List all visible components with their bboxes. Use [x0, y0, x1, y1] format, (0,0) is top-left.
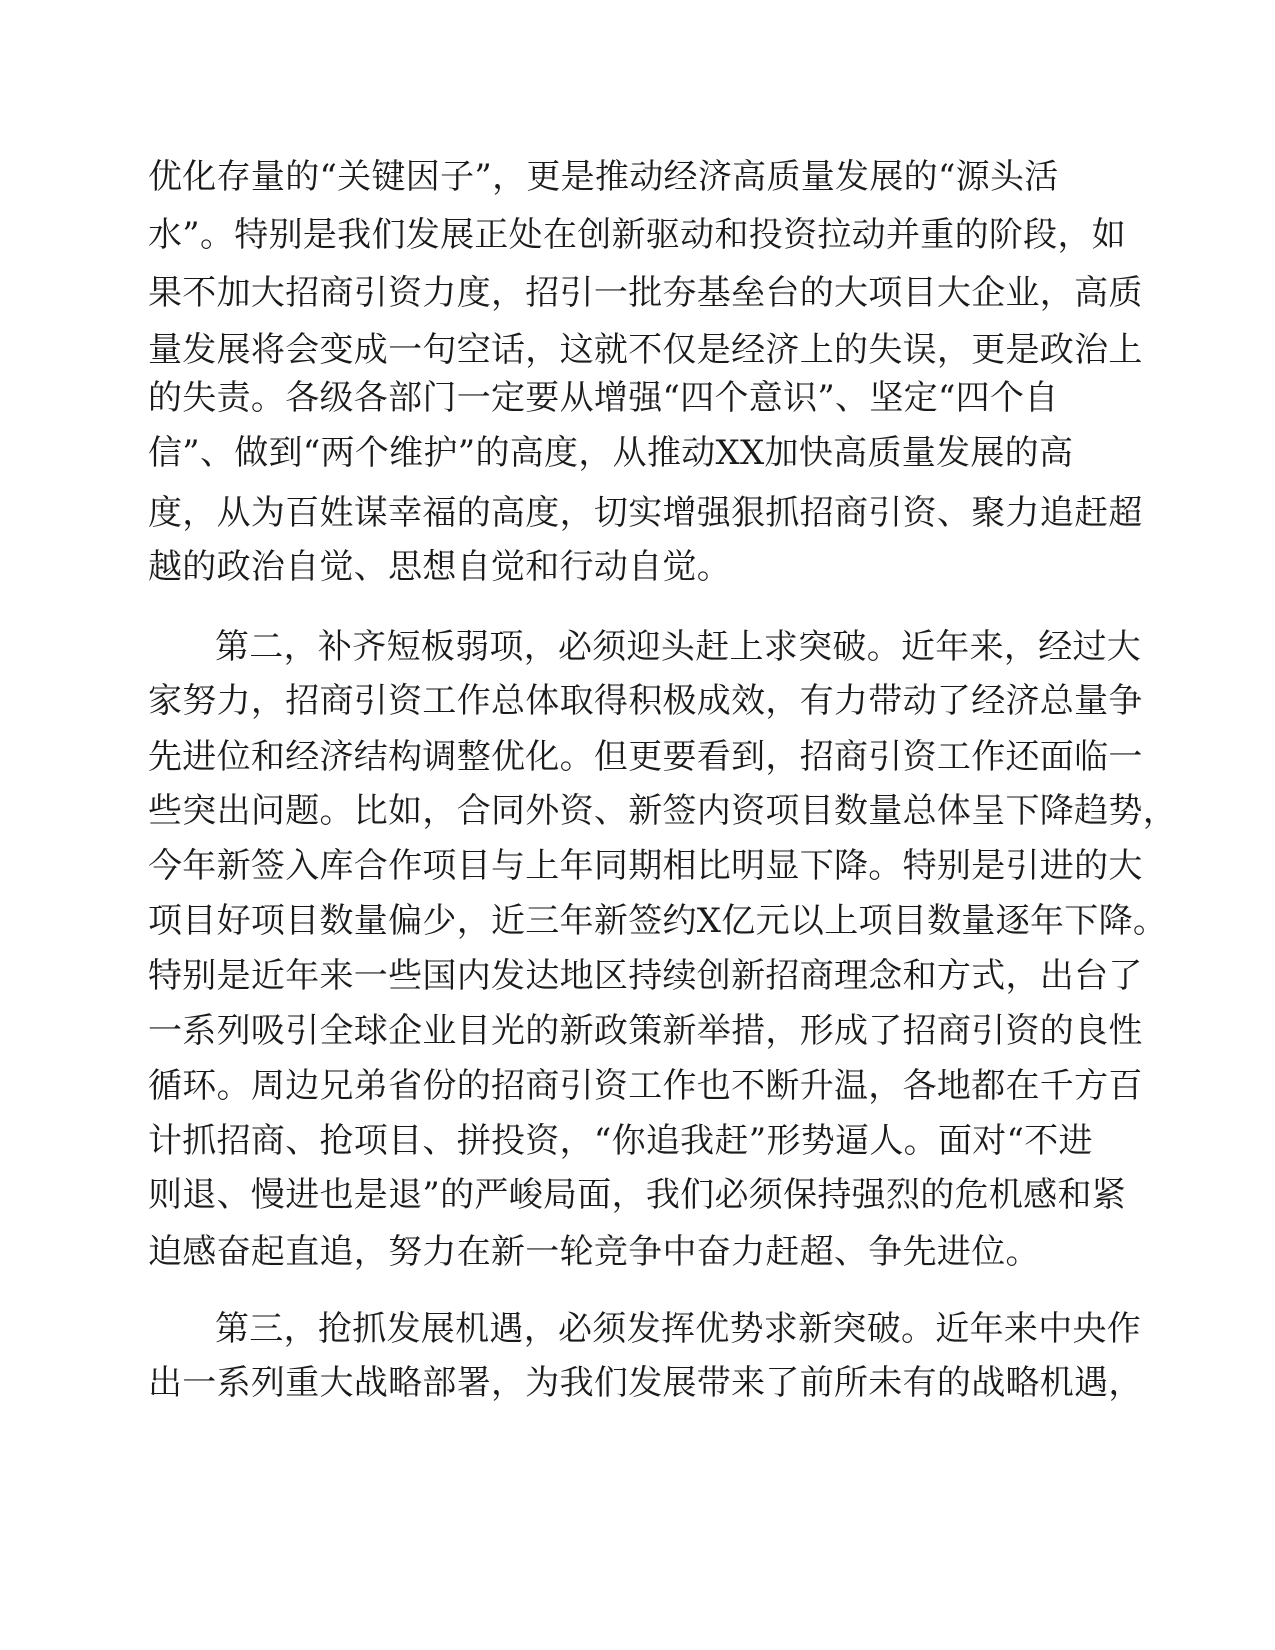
- text-line: 的失责。各级各部门一定要从增强“四个意识”、坚定“四个自: [148, 378, 1059, 418]
- text-line: 优化存量的“关键因子”，更是推动经济高质量发展的“源头活: [148, 157, 1059, 197]
- text-line: 些突出问题。比如，合同外资、新签内资项目数量总体呈下降趋势，: [148, 791, 1177, 831]
- text-line: 出一系列重大战略部署，为我们发展带来了前所未有的战略机遇，: [148, 1363, 1143, 1403]
- text-line: 家努力，招商引资工作总体取得积极成效，有力带动了经济总量争: [148, 681, 1143, 721]
- text-line: 量发展将会变成一句空话，这就不仅是经济上的失误，更是政治上: [148, 330, 1143, 370]
- text-line: 信”、做到“两个维护”的高度，从推动XX加快高质量发展的高: [148, 433, 1074, 473]
- text-line: 度，从为百姓谋幸福的高度，切实增强狠抓招商引资、聚力追赶超: [148, 493, 1143, 533]
- text-line: 先进位和经济结构调整优化。但更要看到，招商引资工作还面临一: [148, 737, 1143, 777]
- text-line: 迫感奋起直追，努力在新一轮竞争中奋力赶超、争先进位。: [148, 1232, 1040, 1272]
- text-line: 计抓招商、抢项目、拼投资，“你追我赶”形势逼人。面对“不进: [148, 1121, 1093, 1161]
- text-line: 一系列吸引全球企业目光的新政策新举措，形成了招商引资的良性: [148, 1011, 1143, 1051]
- text-line: 水”。特别是我们发展正处在创新驱动和投资拉动并重的阶段，如: [148, 215, 1127, 255]
- text-line: 循环。周边兄弟省份的招商引资工作也不断升温，各地都在千方百: [148, 1066, 1143, 1106]
- text-line: 特别是近年来一些国内发达地区持续创新招商理念和方式，出台了: [148, 956, 1143, 996]
- text-line: 越的政治自觉、思想自觉和行动自觉。: [148, 547, 732, 587]
- text-line: 则退、慢进也是退”的严峻局面，我们必须保持强烈的危机感和紧: [148, 1175, 1127, 1215]
- paragraph-first-line: 第三，抢抓发展机遇，必须发挥优势求新突破。近年来中央作: [215, 1309, 1142, 1349]
- text-line: 今年新签入库合作项目与上年同期相比明显下降。特别是引进的大: [148, 846, 1143, 886]
- paragraph-first-line: 第二，补齐短板弱项，必须迎头赶上求突破。近年来，经过大: [215, 627, 1142, 667]
- text-line: 果不加大招商引资力度，招引一批夯基垒台的大项目大企业，高质: [148, 273, 1143, 313]
- text-line: 项目好项目数量偏少，近三年新签约X亿元以上项目数量逐年下降。: [148, 901, 1168, 941]
